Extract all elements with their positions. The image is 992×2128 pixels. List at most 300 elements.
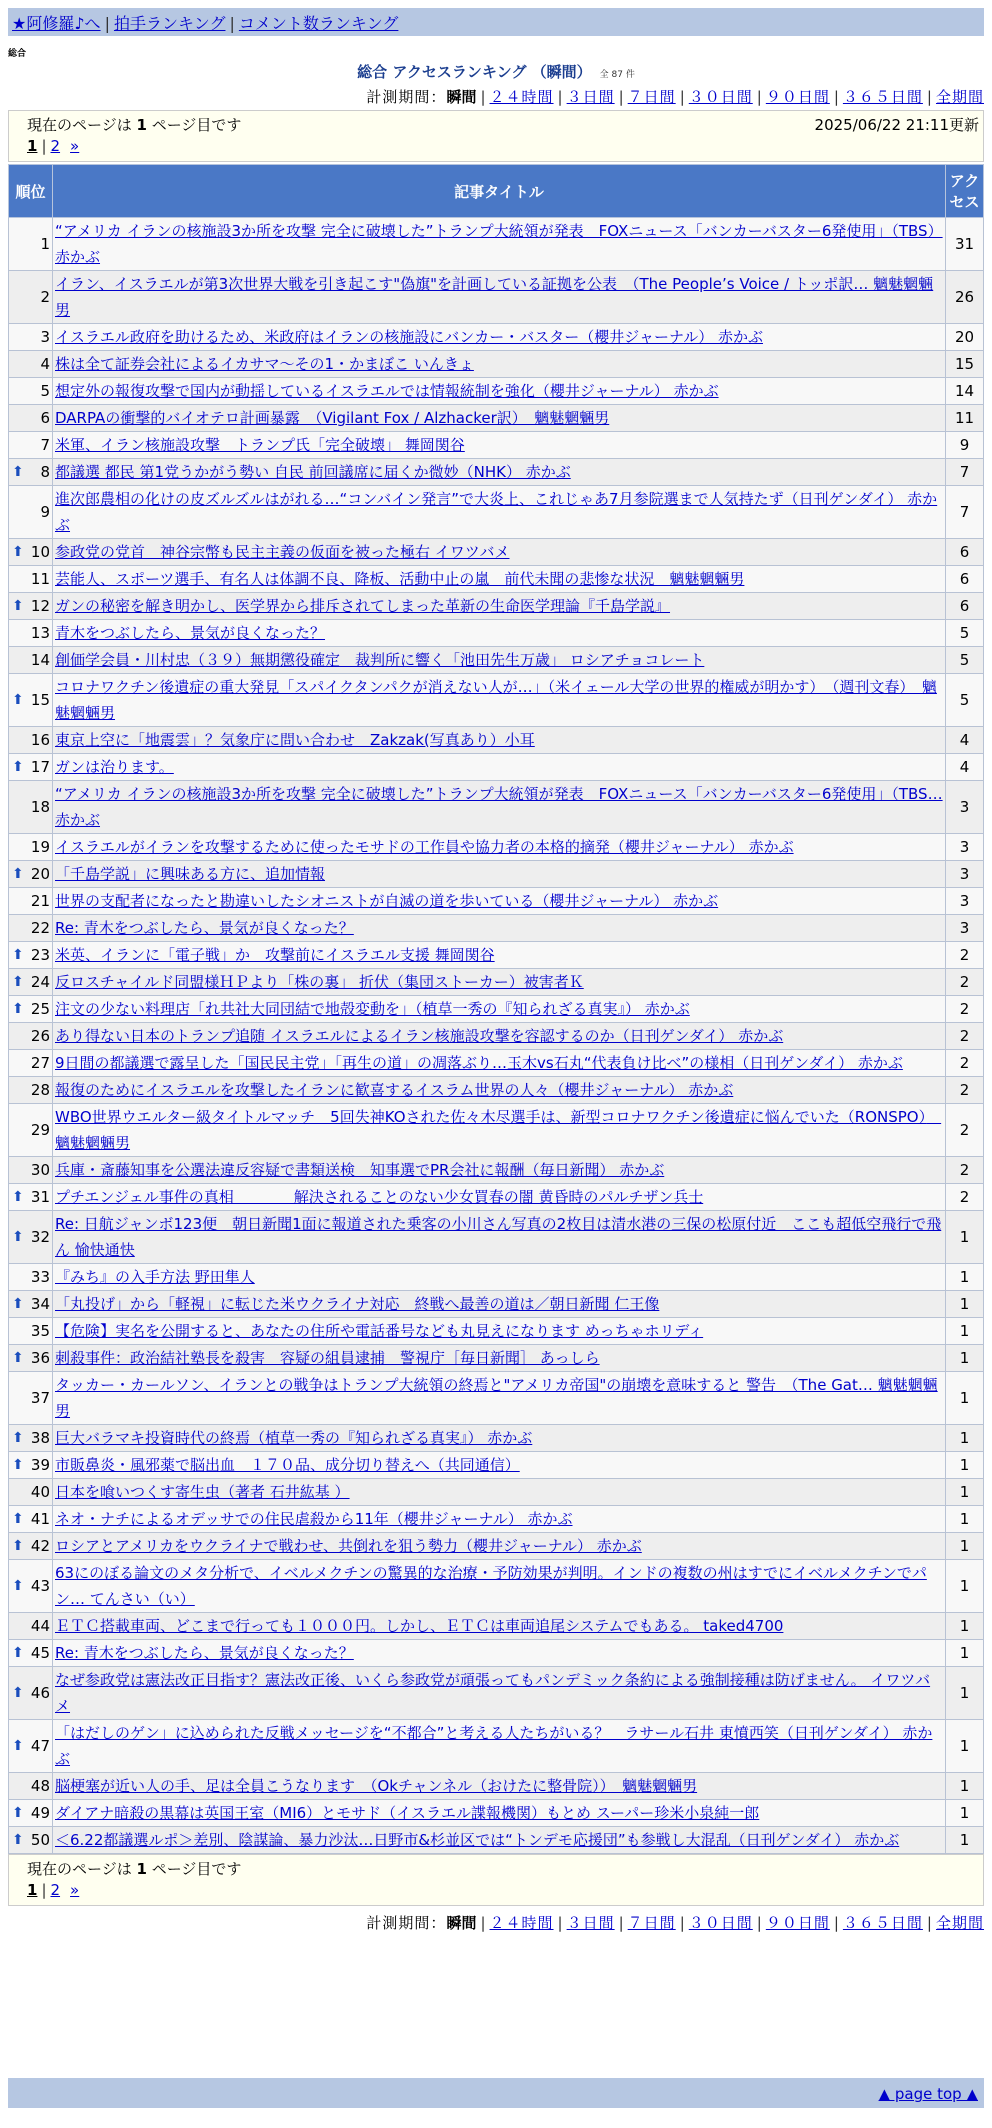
article-link[interactable]: 注文の少ない料理店「れ共社大同団結で地殻変動を」（植草一秀の『知られざる真実』） 赤かぶ [55, 1000, 690, 1018]
article-link[interactable]: ＥＴＣ搭載車両、どこまで行っても１０００円。しかし、ＥＴＣは車両追尾システムでもある。 taked4700 [55, 1617, 784, 1635]
article-link[interactable]: あり得ない日本のトランプ追随 イスラエルによるイラン核施設攻撃を容認するのか（日刊ゲンダイ） 赤かぶ [55, 1027, 784, 1045]
article-link[interactable]: 想定外の報復攻撃で国内が動揺しているイスラエルでは情報統制を強化（櫻井ジャーナル） 赤かぶ [55, 382, 719, 400]
current-page-text [27, 1858, 241, 1879]
article-link[interactable]: 「はだしのゲン」に込められた反戦メッセージを“不都合”と考える人たちがいる？ ラサール石井 東憤西笑（日刊ゲンダイ） 赤かぶ [55, 1724, 933, 1768]
rank-cell [9, 405, 53, 432]
table-row [9, 888, 984, 915]
rank-cell [9, 218, 53, 271]
rank-number: 45 [30, 1644, 50, 1662]
article-link[interactable]: 『みち』の入手方法 野田隼人 [55, 1268, 255, 1286]
rank-number: 16 [30, 731, 50, 749]
article-link[interactable]: ガンの秘密を解き明かし、医学界から排斥されてしまった革新の生命医学理論『千島学説』 [55, 597, 671, 615]
table-row [9, 459, 984, 486]
title-cell [53, 405, 946, 432]
column-header-title: 記事タイトル [53, 165, 946, 218]
up-arrow-icon: ⬆ [12, 1578, 24, 1594]
access-count: 2 [946, 1023, 984, 1050]
title-cell [53, 539, 946, 566]
access-count: 4 [946, 754, 984, 781]
title-cell [53, 996, 946, 1023]
period-separator: | [480, 88, 486, 106]
pager-bottom [8, 1854, 984, 1906]
current-page-number: 1 [136, 116, 147, 134]
article-link[interactable]: 米英、イランに「電子戦」か 攻撃前にイスラエル支援 舞岡関谷 [55, 946, 495, 964]
table-row [9, 1533, 984, 1560]
article-link[interactable]: Re: 青木をつぶしたら、景気が良くなった？ [55, 919, 354, 937]
rank-cell [9, 1023, 53, 1050]
rank-number: 15 [30, 691, 50, 709]
article-link[interactable]: イラン、イスラエルが第3次世界大戦を引き起こす"偽旗"を計画している証拠を公表 （The People’s Voice / トッポ訳… 魑魅魍魎男 [55, 275, 934, 319]
up-arrow-icon: ⬆ [12, 866, 24, 882]
article-link[interactable]: 株は全て証券会社によるイカサマ〜その1・かまぼこ いんきょ [55, 355, 474, 373]
up-arrow-icon: ⬆ [12, 1685, 24, 1701]
access-count: 1 [946, 1318, 984, 1345]
article-link[interactable]: コロナワクチン後遺症の重大発見「スパイクタンパクが消えない人が…」（米イェール大学の世界的権威が明かす） （週刊文春） 魑魅魍魎男 [55, 678, 937, 722]
table-row [9, 1773, 984, 1800]
current-page-text [27, 114, 241, 135]
up-arrow-icon: ⬆ [12, 692, 24, 708]
article-link[interactable]: 青木をつぶしたら、景気が良くなった？ [55, 624, 326, 642]
rank-cell [9, 1452, 53, 1479]
rank-number: 8 [40, 463, 50, 481]
period-link[interactable]: ７日間 [627, 1914, 676, 1932]
period-link[interactable]: ７日間 [627, 88, 676, 106]
clap-ranking-link[interactable]: 拍手ランキング [113, 14, 226, 33]
title-cell [53, 1613, 946, 1640]
rank-number: 6 [40, 409, 50, 427]
title-cell [53, 271, 946, 324]
period-separator: | [833, 1914, 839, 1932]
table-row [9, 1613, 984, 1640]
rank-number: 28 [30, 1081, 50, 1099]
rank-number: 43 [30, 1577, 50, 1595]
rank-cell [9, 1264, 53, 1291]
period-link[interactable]: ３日間 [566, 88, 615, 106]
period-separator: | [618, 1914, 624, 1932]
table-row [9, 1425, 984, 1452]
rank-number: 50 [30, 1831, 50, 1849]
title-cell [53, 1773, 946, 1800]
article-link[interactable]: ガンは治ります。 [55, 758, 174, 776]
current-page-number: 1 [136, 1860, 147, 1878]
title-cell [53, 1318, 946, 1345]
rank-number: 27 [30, 1054, 50, 1072]
table-row [9, 1800, 984, 1827]
article-link[interactable]: 巨大バラマキ投資時代の終焉（植草一秀の『知られざる真実』） 赤かぶ [55, 1429, 533, 1447]
rank-cell [9, 647, 53, 674]
page-title [0, 61, 992, 82]
rank-cell [9, 1211, 53, 1264]
article-link[interactable]: タッカー・カールソン、イランとの戦争はトランプ大統領の終焉と"アメリカ帝国"の崩壊を意味すると 警告 （The Gat… 魑魅魍魎男 [55, 1376, 938, 1420]
up-arrow-icon: ⬆ [12, 1229, 24, 1245]
title-cell [53, 1157, 946, 1184]
rank-cell [9, 674, 53, 727]
rank-number: 18 [30, 798, 50, 816]
page-top-link[interactable]: ▲ page top ▲ [878, 2085, 978, 2103]
access-count: 3 [946, 888, 984, 915]
access-count: 1 [946, 1425, 984, 1452]
article-link[interactable]: 日本を喰いつくす寄生虫（著者 石井紘基 ） [55, 1483, 350, 1501]
article-link[interactable]: Re: 日航ジャンボ123便 朝日新聞1面に報道された乗客の小川さん写真の2枚目は清水港の三保の松原付近 ここも超低空飛行で飛ん 愉快通快 [55, 1215, 942, 1259]
pager-top [8, 110, 984, 162]
table-row [9, 620, 984, 647]
article-link[interactable]: 世界の支配者になったと勘違いしたシオニストが自滅の道を歩いている（櫻井ジャーナル） 赤かぶ [55, 892, 719, 910]
rank-cell [9, 459, 53, 486]
table-row [9, 1211, 984, 1264]
rank-cell [9, 834, 53, 861]
period-separator: | [756, 88, 762, 106]
rank-number: 14 [30, 651, 50, 669]
updated-timestamp: 2025/06/22 21:11更新 [814, 116, 979, 134]
rank-cell [9, 861, 53, 888]
article-link[interactable]: WBO世界ウエルター級タイトルマッチ 5回失神KOされた佐々木尽選手は、新型コロナワクチン後遺症に悩んでいた（RONSPO） 魑魅魍魎男 [55, 1108, 942, 1152]
title-cell [53, 1104, 946, 1157]
access-count: 31 [946, 218, 984, 271]
article-link[interactable]: 脳梗塞が近い人の手、足は全員こうなります （Okチャンネル（おけたに整骨院）） 魑魅魍魎男 [55, 1777, 698, 1795]
access-count: 9 [946, 432, 984, 459]
table-row [9, 405, 984, 432]
period-link[interactable]: ２４時間 [489, 88, 554, 106]
article-link[interactable]: Re: 青木をつぶしたら、景気が良くなった？ [55, 1644, 354, 1662]
page-separator: | [41, 1881, 47, 1899]
table-header-row [9, 165, 984, 218]
access-count: 1 [946, 1560, 984, 1613]
period-link[interactable]: 全期間 [935, 1914, 984, 1932]
article-link[interactable]: 創価学会員・川村忠（３９）無期懲役確定 裁判所に響く「池田先生万歳」 ロシアチョコレート [55, 651, 705, 669]
access-count: 1 [946, 1291, 984, 1318]
access-count: 1 [946, 1533, 984, 1560]
up-arrow-icon: ⬆ [12, 1001, 24, 1017]
access-count: 2 [946, 942, 984, 969]
up-arrow-icon: ⬆ [12, 759, 24, 775]
table-row [9, 727, 984, 754]
period-separator: | [679, 1914, 685, 1932]
period-link[interactable]: ３６５日間 [842, 88, 923, 106]
access-count: 1 [946, 1506, 984, 1533]
column-header-rank: 順位 [9, 165, 53, 218]
period-separator: | [679, 88, 685, 106]
up-arrow-icon: ⬆ [12, 1738, 24, 1754]
title-cell [53, 620, 946, 647]
table-row [9, 915, 984, 942]
table-row [9, 1506, 984, 1533]
period-current: 瞬間 [446, 1914, 477, 1932]
period-link[interactable]: ３０日間 [688, 1914, 753, 1932]
rank-cell [9, 754, 53, 781]
access-count: 15 [946, 351, 984, 378]
period-current: 瞬間 [446, 88, 477, 106]
next-page-link[interactable]: » [70, 137, 80, 155]
title-cell [53, 969, 946, 996]
page-link[interactable]: 2 [50, 1881, 61, 1899]
home-link[interactable]: ★阿修羅♪へ [12, 14, 101, 33]
rank-cell [9, 620, 53, 647]
article-link[interactable]: 【危険】実名を公開すると、あなたの住所や電話番号なども丸見えになります めっちゃホリディ [55, 1322, 704, 1340]
article-link[interactable]: 兵庫・斎藤知事を公選法違反容疑で書類送検 知事選でPR会社に報酬（毎日新聞） 赤かぶ [55, 1161, 665, 1179]
period-link[interactable]: ３日間 [566, 1914, 615, 1932]
rank-number: 11 [30, 570, 50, 588]
rank-cell [9, 1184, 53, 1211]
table-row [9, 1345, 984, 1372]
page-links [27, 137, 79, 155]
article-link[interactable]: 芸能人、スポーツ選手、有名人は体調不良、降板、活動中止の嵐 前代未聞の悲惨な状況 魑魅魍魎男 [55, 570, 745, 588]
rank-number: 3 [40, 328, 50, 346]
access-count: 2 [946, 1050, 984, 1077]
rank-cell [9, 781, 53, 834]
title-cell [53, 486, 946, 539]
title-cell [53, 1291, 946, 1318]
access-count: 14 [946, 378, 984, 405]
item-count: 全 87 件 [599, 70, 635, 80]
table-row [9, 1157, 984, 1184]
rank-cell [9, 593, 53, 620]
period-separator: | [618, 88, 624, 106]
rank-cell [9, 1720, 53, 1773]
rank-cell [9, 1533, 53, 1560]
article-link[interactable]: 参政党の党首 神谷宗幣も民主主義の仮面を被った極右 イワツバメ [55, 543, 510, 561]
article-link[interactable]: DARPAの衝撃的バイオテロ計画暴露 （Vigilant Fox / Alzhacker訳） 魑魅魍魎男 [55, 409, 610, 427]
title-cell [53, 781, 946, 834]
article-link[interactable]: 刺殺事件：政治結社塾長を殺害 容疑の組員逮捕 警視庁［毎日新聞］ あっしら [55, 1349, 600, 1367]
title-cell [53, 1479, 946, 1506]
article-link[interactable]: 東京上空に「地震雲」？気象庁に問い合わせ Zakzak(写真あり）小耳 [55, 731, 535, 749]
title-cell [53, 1184, 946, 1211]
up-arrow-icon: ⬆ [12, 947, 24, 963]
access-count: 4 [946, 727, 984, 754]
rank-number: 48 [30, 1777, 50, 1795]
table-row [9, 1318, 984, 1345]
article-link[interactable]: プチエンジェル事件の真相 解決されることのない少女買春の闇 黄昏時のパルチザン兵士 [55, 1188, 704, 1206]
title-cell [53, 1345, 946, 1372]
article-link[interactable]: ネオ・ナチによるオデッサでの住民虐殺から11年（櫻井ジャーナル） 赤かぶ [55, 1510, 573, 1528]
up-arrow-icon: ⬆ [12, 1832, 24, 1848]
article-link[interactable]: 9日間の都議選で露呈した「国民民主党」「再生の道」の凋落ぶり…玉木vs石丸“代表負け比べ”の様相（日刊ゲンダイ） 赤かぶ [55, 1054, 903, 1072]
period-link[interactable]: 全期間 [935, 88, 984, 106]
title-cell [53, 1077, 946, 1104]
article-link[interactable]: 進次郎農相の化けの皮ズルズルはがれる…“コンバイン発言”で大炎上、これじゃあ7月参院選まで人気持たず（日刊ゲンダイ） 赤かぶ [55, 490, 938, 534]
table-row [9, 781, 984, 834]
rank-cell [9, 1425, 53, 1452]
article-link[interactable]: 都議選 都民 第1党うかがう勢い 自民 前回議席に届くか微妙（NHK） 赤かぶ [55, 463, 571, 481]
period-selector-bottom [366, 1912, 984, 1933]
period-separator: | [926, 88, 932, 106]
title-cell [53, 1050, 946, 1077]
rank-number: 12 [30, 597, 50, 615]
rank-cell [9, 942, 53, 969]
period-selector-top [366, 86, 984, 107]
rank-number: 44 [30, 1617, 50, 1635]
access-count: 7 [946, 486, 984, 539]
period-link[interactable]: ２４時間 [489, 1914, 554, 1932]
title-cell [53, 727, 946, 754]
table-row [9, 218, 984, 271]
title-cell [53, 861, 946, 888]
access-count: 26 [946, 271, 984, 324]
up-arrow-icon: ⬆ [12, 1457, 24, 1473]
table-row [9, 593, 984, 620]
title-cell [53, 1264, 946, 1291]
up-arrow-icon: ⬆ [12, 974, 24, 990]
access-count: 2 [946, 1077, 984, 1104]
table-row [9, 351, 984, 378]
rank-number: 33 [30, 1268, 50, 1286]
table-row [9, 861, 984, 888]
table-row [9, 1023, 984, 1050]
access-count: 6 [946, 539, 984, 566]
article-link[interactable]: “アメリカ イランの核施設3か所を攻撃 完全に破壊した”トランプ大統領が発表 FOXニュース「バンカーバスター6発使用」（TBS）赤かぶ [55, 222, 943, 266]
period-link[interactable]: ３６５日間 [842, 1914, 923, 1932]
up-arrow-icon: ⬆ [12, 1645, 24, 1661]
table-row [9, 1720, 984, 1773]
rank-number: 24 [30, 973, 50, 991]
table-row [9, 942, 984, 969]
article-link[interactable]: 「千島学説」に興味ある方に、追加情報 [55, 865, 326, 883]
title-cell [53, 1800, 946, 1827]
rank-cell [9, 324, 53, 351]
table-row [9, 996, 984, 1023]
article-link[interactable]: 反ロスチャイルド同盟様ＨＰより「株の裏」 折伏（集団ストーカー）被害者Ｋ [55, 973, 584, 991]
rank-number: 26 [30, 1027, 50, 1045]
table-row [9, 432, 984, 459]
table-row [9, 566, 984, 593]
article-link[interactable]: イスラエルがイランを攻撃するために使ったモサドの工作員や協力者の本格的摘発（櫻井ジャーナル） 赤かぶ [55, 838, 794, 856]
article-link[interactable]: ＜6.22都議選ルポ＞差別、陰謀論、暴力沙汰…日野市&杉並区では“トンデモ応援団”も参戦し大混乱（日刊ゲンダイ） 赤かぶ [55, 1831, 900, 1849]
access-count: 5 [946, 647, 984, 674]
rank-number: 21 [30, 892, 50, 910]
table-row [9, 378, 984, 405]
title-cell [53, 834, 946, 861]
period-link[interactable]: ９０日間 [765, 1914, 830, 1932]
title-cell [53, 1560, 946, 1613]
article-link[interactable]: 63にのぼる論文のメタ分析で、イベルメクチンの驚異的な治療・予防効果が判明。インドの複数の州はすでにイベルメクチンでパン… てんさい（い） [55, 1564, 927, 1608]
access-count: 1 [946, 1667, 984, 1720]
rank-cell [9, 539, 53, 566]
title-cell [53, 1211, 946, 1264]
rank-cell [9, 1345, 53, 1372]
article-link[interactable]: 報復のためにイスラエルを攻撃したイランに歓喜するイスラム世界の人々（櫻井ジャーナル） 赤かぶ [55, 1081, 734, 1099]
rank-cell [9, 915, 53, 942]
access-count: 3 [946, 915, 984, 942]
next-page-link[interactable]: » [70, 1881, 80, 1899]
page-current: 1 [27, 137, 38, 155]
table-row [9, 1452, 984, 1479]
current-page-prefix: 現在のページは [27, 1860, 132, 1878]
up-arrow-icon: ⬆ [12, 1189, 24, 1205]
access-count: 1 [946, 1372, 984, 1425]
period-separator: | [557, 88, 563, 106]
rank-number: 31 [30, 1188, 50, 1206]
up-arrow-icon: ⬆ [12, 1511, 24, 1527]
ranking-table [8, 164, 984, 1854]
article-link[interactable]: イスラエル政府を助けるため、米政府はイランの核施設にバンカー・バスター（櫻井ジャーナル） 赤かぶ [55, 328, 763, 346]
table-row [9, 754, 984, 781]
article-link[interactable]: 米軍、イラン核施設攻撃 トランプ氏「完全破壊」 舞岡関谷 [55, 436, 465, 454]
comment-ranking-link[interactable]: コメント数ランキング [238, 14, 399, 33]
current-page-prefix: 現在のページは [27, 116, 132, 134]
article-link[interactable]: 市販鼻炎・風邪薬で脳出血 １７０品、成分切り替えへ（共同通信） [55, 1456, 520, 1474]
access-count: 3 [946, 781, 984, 834]
access-count: 2 [946, 1104, 984, 1157]
table-row [9, 1640, 984, 1667]
title-cell [53, 593, 946, 620]
period-label: 計測期間： [366, 88, 447, 106]
page-links [27, 1881, 79, 1899]
access-count: 1 [946, 1452, 984, 1479]
rank-number: 22 [30, 919, 50, 937]
article-link[interactable]: 「丸投げ」から「軽視」に転じた米ウクライナ対応 終戦へ最善の道は／朝日新聞 仁王像 [55, 1295, 660, 1313]
rank-cell [9, 1291, 53, 1318]
access-count: 5 [946, 620, 984, 647]
rank-number: 46 [30, 1684, 50, 1702]
access-count: 1 [946, 1264, 984, 1291]
rank-number: 2 [40, 288, 50, 306]
rank-cell [9, 1506, 53, 1533]
period-link[interactable]: ３０日間 [688, 88, 753, 106]
table-row [9, 1372, 984, 1425]
rank-cell [9, 351, 53, 378]
access-count: 3 [946, 861, 984, 888]
article-link[interactable]: なぜ参政党は憲法改正目指す？憲法改正後、いくら参政党が頑張ってもパンデミック条約による強制接種は防げません。 イワツバメ [55, 1671, 931, 1715]
rank-number: 41 [30, 1510, 50, 1528]
table-row [9, 647, 984, 674]
rank-cell [9, 1560, 53, 1613]
title-cell [53, 566, 946, 593]
access-count: 1 [946, 1827, 984, 1854]
table-row [9, 324, 984, 351]
rank-number: 32 [30, 1228, 50, 1246]
table-row [9, 1560, 984, 1613]
rank-cell [9, 1667, 53, 1720]
rank-cell [9, 888, 53, 915]
article-link[interactable]: “アメリカ イランの核施設3か所を攻撃 完全に破壊した”トランプ大統領が発表 FOXニュース「バンカーバスター6発使用」（TBS… 赤かぶ [55, 785, 943, 829]
access-count: 1 [946, 1345, 984, 1372]
title-cell [53, 218, 946, 271]
access-count: 7 [946, 459, 984, 486]
period-link[interactable]: ９０日間 [765, 88, 830, 106]
title-cell [53, 459, 946, 486]
rank-number: 39 [30, 1456, 50, 1474]
access-count: 1 [946, 1479, 984, 1506]
access-count: 6 [946, 593, 984, 620]
article-link[interactable]: ロシアとアメリカをウクライナで戦わせ、共倒れを狙う勢力（櫻井ジャーナル） 赤かぶ [55, 1537, 642, 1555]
page-link[interactable]: 2 [50, 137, 61, 155]
title-cell [53, 674, 946, 727]
rank-cell [9, 271, 53, 324]
table-row [9, 834, 984, 861]
top-nav [8, 8, 984, 36]
title-cell [53, 1372, 946, 1425]
rank-cell [9, 486, 53, 539]
page-separator: | [41, 137, 47, 155]
table-row [9, 1077, 984, 1104]
rank-cell [9, 1613, 53, 1640]
article-link[interactable]: ダイアナ暗殺の黒幕は英国王室（MI6）とモサド（イスラエル諜報機関）もとめ スーパー珍米小泉純一郎 [55, 1804, 760, 1822]
rank-cell [9, 1479, 53, 1506]
rank-number: 35 [30, 1322, 50, 1340]
up-arrow-icon: ⬆ [12, 1805, 24, 1821]
rank-cell [9, 566, 53, 593]
page-current: 1 [27, 1881, 38, 1899]
rank-number: 37 [30, 1389, 50, 1407]
period-separator: | [756, 1914, 762, 1932]
access-count: 3 [946, 834, 984, 861]
title-cell [53, 378, 946, 405]
table-row [9, 969, 984, 996]
column-header-access: アクセス [946, 165, 984, 218]
title-cell [53, 1827, 946, 1854]
current-page-suffix: ページ目です [151, 1860, 242, 1878]
rank-cell [9, 1372, 53, 1425]
